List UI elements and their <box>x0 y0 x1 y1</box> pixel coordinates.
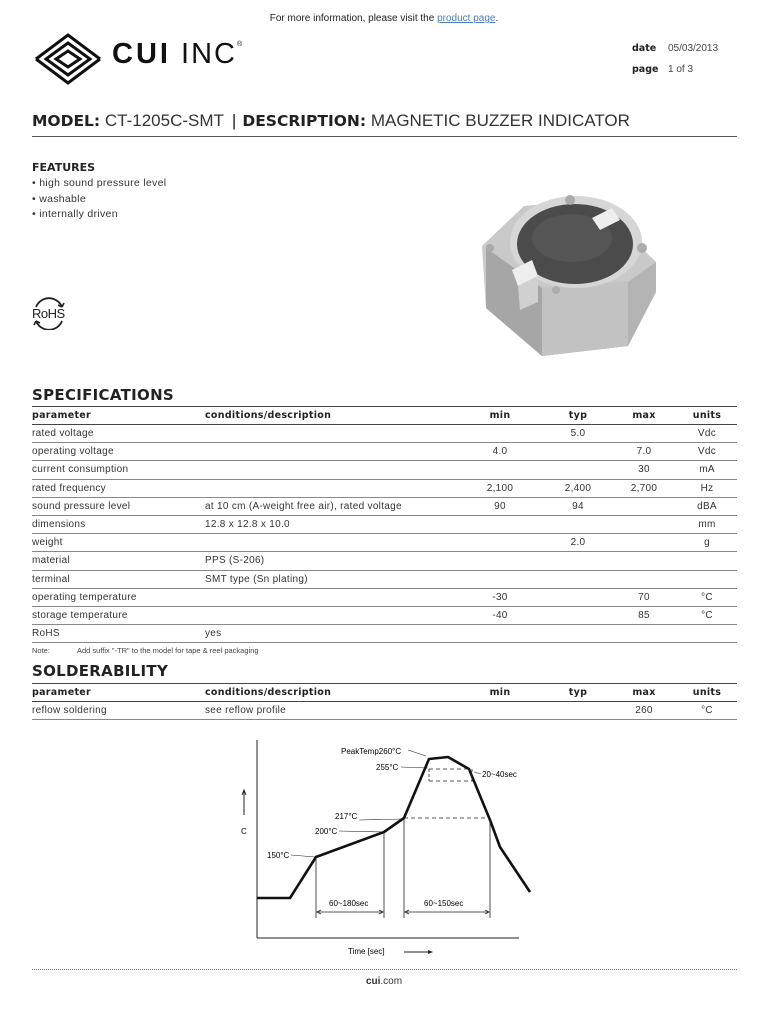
cell <box>677 625 737 643</box>
table-row <box>32 606 737 624</box>
features-title: FEATURES <box>32 161 96 174</box>
cell: storage temperature <box>32 606 205 624</box>
description-value: MAGNETIC BUZZER INDICATOR <box>370 111 630 130</box>
cell <box>545 606 611 624</box>
feature-item: • internally driven <box>32 208 118 220</box>
col-header-parameter: parameter <box>32 407 205 425</box>
cell: 70 <box>611 588 677 606</box>
table-row <box>32 570 737 588</box>
cell: °C <box>677 606 737 624</box>
cell <box>545 588 611 606</box>
cell: -40 <box>455 606 545 624</box>
cell <box>545 515 611 533</box>
cell <box>205 534 455 552</box>
table-row <box>32 534 737 552</box>
specifications-table <box>32 406 737 643</box>
cell: see reflow profile <box>205 702 455 720</box>
cell: 2,400 <box>545 479 611 497</box>
cui-logo-icon <box>32 33 104 85</box>
cell: Vdc <box>677 443 737 461</box>
feature-item: • high sound pressure level <box>32 177 167 189</box>
product-page-link[interactable]: product page <box>437 13 496 24</box>
cell <box>611 625 677 643</box>
col-header-units: units <box>677 407 737 425</box>
cell: rated frequency <box>32 479 205 497</box>
cell: 94 <box>545 497 611 515</box>
table-row <box>32 515 737 533</box>
cell <box>455 625 545 643</box>
features-section <box>32 161 166 224</box>
feature-item: • washable <box>32 192 86 205</box>
rohs-logo <box>31 296 67 330</box>
col-header-max: max <box>611 684 677 702</box>
cell: operating voltage <box>32 443 205 461</box>
cell: 260 <box>611 702 677 720</box>
cell: rated voltage <box>32 425 205 443</box>
reflow-duration-label: 60~150sec <box>424 899 464 908</box>
leader-line <box>401 767 428 768</box>
col-header-conditions: conditions/description <box>205 407 455 425</box>
cell <box>205 606 455 624</box>
cell <box>611 570 677 588</box>
cell <box>205 461 455 479</box>
table-row <box>32 479 737 497</box>
cell: 4.0 <box>455 443 545 461</box>
cell: RoHS <box>32 625 205 643</box>
cell <box>545 552 611 570</box>
table-note <box>32 646 259 655</box>
model-separator: | <box>231 111 237 130</box>
leader-line <box>359 819 403 820</box>
features-list <box>32 177 166 224</box>
document-meta <box>632 43 718 85</box>
cell: weight <box>32 534 205 552</box>
table-row <box>32 425 737 443</box>
date-label: date <box>632 43 657 54</box>
leader-line <box>339 831 383 832</box>
cell: g <box>677 534 737 552</box>
cell <box>545 443 611 461</box>
cell: °C <box>677 588 737 606</box>
cell: Hz <box>677 479 737 497</box>
col-header-units: units <box>677 684 737 702</box>
top-note-suffix: . <box>495 13 499 24</box>
table-row <box>32 497 737 515</box>
cell <box>455 570 545 588</box>
footer-divider <box>32 969 737 970</box>
cell <box>545 461 611 479</box>
peak-temp-label: PeakTemp260°C <box>341 747 402 756</box>
cell: dBA <box>677 497 737 515</box>
cell: 90 <box>455 497 545 515</box>
cell <box>611 534 677 552</box>
cell: mm <box>677 515 737 533</box>
table-header-row <box>32 684 737 702</box>
model-header <box>32 111 737 137</box>
top-info-note <box>0 13 768 24</box>
cell: 7.0 <box>611 443 677 461</box>
preheat-duration-label: 60~180sec <box>329 899 369 908</box>
cell <box>545 625 611 643</box>
cell: PPS (S-206) <box>205 552 455 570</box>
table-row <box>32 625 737 643</box>
solderability-table <box>32 683 737 720</box>
table-row <box>32 702 737 720</box>
cell: sound pressure level <box>32 497 205 515</box>
table-row <box>32 552 737 570</box>
footer-url-rest: .com <box>380 976 403 987</box>
cell <box>455 702 545 720</box>
temp-200-label: 200°C <box>315 827 338 836</box>
cell <box>455 461 545 479</box>
description-label: DESCRIPTION: <box>242 112 367 130</box>
col-header-min: min <box>455 407 545 425</box>
col-header-parameter: parameter <box>32 684 205 702</box>
table-row <box>32 461 737 479</box>
cell: material <box>32 552 205 570</box>
logo-bold: CUI <box>112 38 171 70</box>
cell <box>455 425 545 443</box>
cell: operating temperature <box>32 588 205 606</box>
cell: 2,700 <box>611 479 677 497</box>
logo-registered: ® <box>236 41 245 48</box>
note-text: Add suffix "-TR" to the model for tape & reel packaging <box>77 646 259 655</box>
note-label: Note: <box>32 646 50 655</box>
table-header-row <box>32 407 737 425</box>
footer-url[interactable] <box>0 976 768 987</box>
date-value: 05/03/2013 <box>668 43 719 54</box>
cell: 30 <box>611 461 677 479</box>
col-header-min: min <box>455 684 545 702</box>
cell <box>611 497 677 515</box>
cell <box>677 570 737 588</box>
cell <box>455 534 545 552</box>
temp-217-label: 217°C <box>335 812 358 821</box>
temp-150-label: 150°C <box>267 851 290 860</box>
specifications-title: SPECIFICATIONS <box>32 386 175 404</box>
cell: SMT type (Sn plating) <box>205 570 455 588</box>
cell <box>545 570 611 588</box>
x-axis-label: Time [sec] <box>348 947 385 956</box>
cui-logo <box>32 33 272 85</box>
rohs-logo-text: RoHS <box>32 306 65 321</box>
leader-line <box>291 855 315 857</box>
col-header-typ: typ <box>545 407 611 425</box>
peak-duration-label: 20~40sec <box>482 770 517 779</box>
solderability-title: SOLDERABILITY <box>32 662 169 680</box>
page-value: 1 of 3 <box>668 64 694 75</box>
table-row <box>32 443 737 461</box>
buzzer-product-image <box>480 186 660 356</box>
col-header-typ: typ <box>545 684 611 702</box>
cell: reflow soldering <box>32 702 205 720</box>
logo-light: INC <box>181 38 237 70</box>
leader-line <box>408 750 426 756</box>
y-axis-label: C <box>241 827 247 836</box>
cell: 2,100 <box>455 479 545 497</box>
top-note-prefix: For more information, please visit the <box>269 13 438 24</box>
cell <box>455 552 545 570</box>
cell <box>205 443 455 461</box>
cell: °C <box>677 702 737 720</box>
footer-url-bold: cui <box>365 976 381 987</box>
cell <box>455 515 545 533</box>
x-axis-arrow-head <box>428 950 433 954</box>
page-label: page <box>632 64 659 75</box>
cell: terminal <box>32 570 205 588</box>
cell: at 10 cm (A-weight free air), rated voltage <box>205 497 455 515</box>
reflow-profile-chart <box>236 735 536 963</box>
cell: -30 <box>455 588 545 606</box>
cell <box>611 552 677 570</box>
model-label: MODEL: <box>32 112 101 130</box>
table-row <box>32 588 737 606</box>
col-header-max: max <box>611 407 677 425</box>
cell <box>205 479 455 497</box>
cell <box>677 552 737 570</box>
cell <box>205 425 455 443</box>
cell: dimensions <box>32 515 205 533</box>
cell: 12.8 x 12.8 x 10.0 <box>205 515 455 533</box>
cell: yes <box>205 625 455 643</box>
col-header-conditions: conditions/description <box>205 684 455 702</box>
cell: 85 <box>611 606 677 624</box>
temp-255-label: 255°C <box>376 763 399 772</box>
cell: Vdc <box>677 425 737 443</box>
logo-wordmark <box>112 38 244 71</box>
cell <box>611 425 677 443</box>
cell: mA <box>677 461 737 479</box>
cell: current consumption <box>32 461 205 479</box>
leader-line <box>474 772 481 774</box>
cell <box>545 702 611 720</box>
cell: 2.0 <box>545 534 611 552</box>
cell <box>611 515 677 533</box>
model-value: CT-1205C-SMT <box>104 111 224 130</box>
cell <box>205 588 455 606</box>
cell: 5.0 <box>545 425 611 443</box>
